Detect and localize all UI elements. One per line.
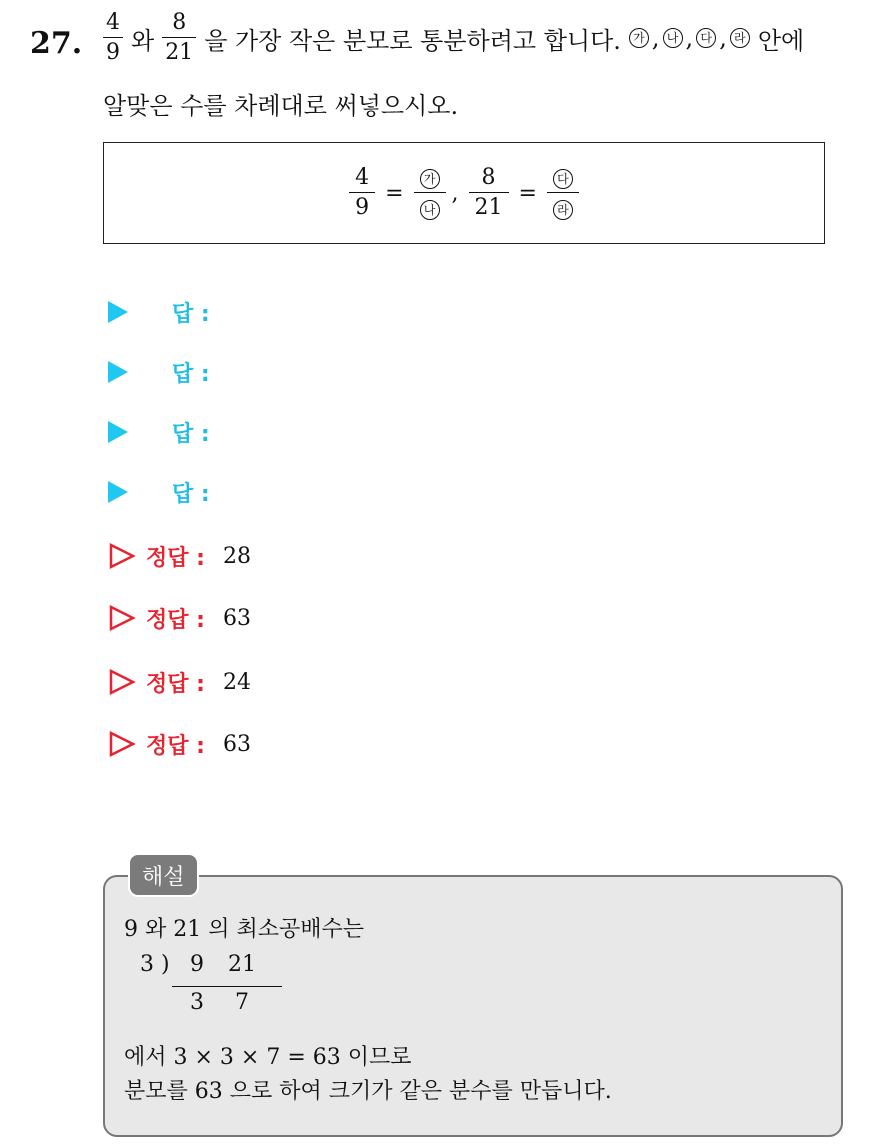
equals-sign: =: [385, 180, 404, 206]
fraction-numerator: [547, 166, 579, 192]
division-line: [172, 986, 282, 987]
circled-marker: 다: [553, 169, 573, 189]
solution-value: 24: [222, 669, 251, 695]
circled-markers: 가 , 나 , 다 , 라: [629, 24, 750, 52]
outline-triangle-icon: [108, 668, 136, 696]
division-top-value: 9: [190, 952, 204, 977]
fraction: [469, 167, 509, 219]
answer-label: 답 :: [172, 361, 210, 387]
play-triangle-icon: [108, 361, 128, 383]
play-triangle-icon: [108, 481, 128, 503]
fraction-numerator: 8: [172, 10, 187, 35]
division-top-value: 21: [228, 952, 256, 977]
answer-label: 답 :: [172, 481, 210, 507]
solution-row: [108, 664, 251, 700]
fraction-denominator: [547, 192, 579, 220]
equals-sign: =: [518, 180, 537, 206]
answer-row[interactable]: [108, 354, 210, 390]
division-bottom-value: 7: [235, 990, 249, 1015]
circled-marker: 나: [420, 200, 440, 220]
fraction-denominator: 9: [349, 192, 375, 219]
equation: [349, 166, 579, 220]
fraction-denominator: 21: [469, 192, 509, 219]
solution-value: 63: [222, 605, 251, 631]
division-bottom-row: [172, 990, 262, 1015]
solution-label: 정답 :: [146, 671, 205, 697]
question-text-end: 안에: [757, 26, 805, 55]
circled-marker: 라: [553, 200, 573, 220]
division-divisor: 3 ): [140, 952, 170, 977]
circled-marker: 가: [629, 28, 649, 48]
fraction-blank: [414, 166, 446, 220]
fraction: [349, 167, 375, 219]
solution-label: 정답 :: [146, 545, 205, 571]
fraction-numerator: 4: [355, 165, 370, 190]
fraction-4-9: [103, 12, 123, 64]
answer-label: 답 :: [172, 421, 210, 447]
circled-marker: 다: [696, 28, 716, 48]
explanation-tag: 해설: [128, 853, 199, 897]
comma: ,: [451, 180, 459, 206]
explanation-line-1: 9 와 21 의 최소공배수는: [124, 917, 364, 942]
fraction-8-21: [162, 12, 196, 64]
solution-row: [108, 538, 251, 574]
explanation-line-4: 분모를 63 으로 하여 크기가 같은 분수를 만듭니다.: [124, 1079, 612, 1104]
conjunction: 와: [131, 26, 155, 55]
solution-label: 정답 :: [146, 607, 205, 633]
answer-row[interactable]: [108, 294, 210, 330]
fraction-denominator: 9: [103, 37, 123, 64]
play-triangle-icon: [108, 421, 128, 443]
outline-triangle-icon: [108, 542, 136, 570]
answer-label: 답 :: [172, 301, 210, 327]
play-triangle-icon: [108, 301, 128, 323]
fraction-denominator: [414, 192, 446, 220]
fraction-numerator: 4: [106, 10, 120, 35]
question-line-2: 알맞은 수를 차례대로 써넣으시오.: [103, 92, 459, 120]
question-line-1: [103, 12, 804, 64]
fraction-denominator: 21: [162, 37, 196, 64]
fraction-blank: [547, 166, 579, 220]
solution-row: [108, 600, 251, 636]
division-row: [140, 952, 262, 977]
circled-marker: 가: [420, 169, 440, 189]
equation-box: [103, 142, 825, 244]
circled-marker: 라: [730, 28, 750, 48]
solution-label: 정답 :: [146, 733, 205, 759]
solution-value: 63: [222, 731, 251, 757]
division-bottom-value: 3: [190, 990, 204, 1015]
outline-triangle-icon: [108, 730, 136, 758]
answer-row[interactable]: [108, 414, 210, 450]
outline-triangle-icon: [108, 604, 136, 632]
fraction-numerator: [414, 166, 446, 192]
question-text: 을 가장 작은 분모로 통분하려고 합니다.: [204, 26, 621, 55]
solution-row: [108, 726, 251, 762]
circled-marker: 나: [663, 28, 683, 48]
fraction-numerator: 8: [481, 165, 496, 190]
explanation-line-3: 에서 3 × 3 × 7 = 63 이므로: [124, 1045, 412, 1070]
answer-row[interactable]: [108, 474, 210, 510]
solution-value: 28: [222, 543, 251, 569]
question-number: 27.: [30, 26, 83, 61]
